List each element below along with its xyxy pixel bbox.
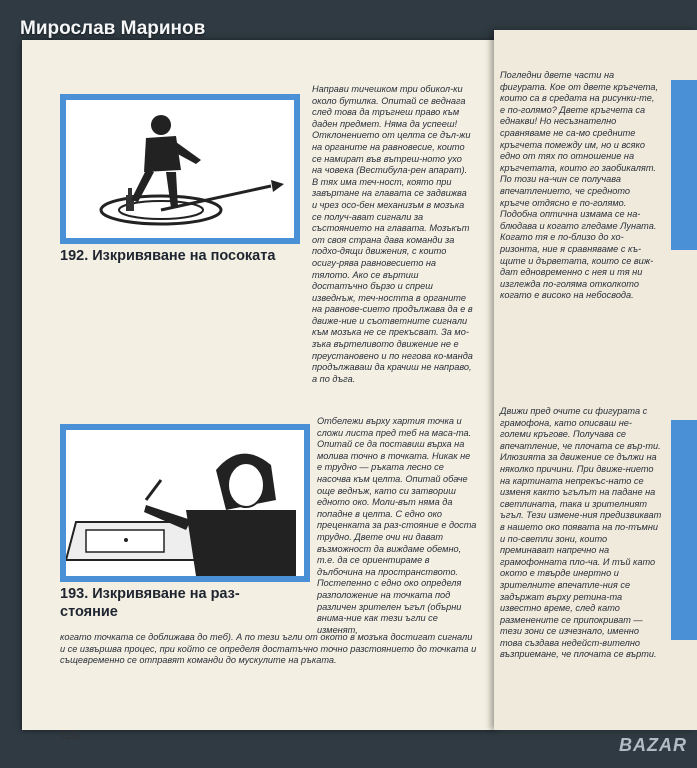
figure-193-illustration: [60, 424, 310, 582]
figure-192-caption: 192. Изкривяване на посоката: [60, 248, 276, 264]
figure-edge-top: [671, 80, 697, 250]
right-bottom-text: Движи пред очите си фигурата с грамофона, като описваш не-големи кръгове. Получава се впечатление, че плочата се вър-ти. Илюзията за движение се дължи на няколко причини. При движе-нието на картината непрекъс-нато се изменя както ъгълът на падане на светлината, така и зрителният ъгъл. Тези измене-ния предизвикват в нашето око появата на по-тъмни и по-светли зони, които преминават напречно на грамофонната пло-ча. И тъй като окото е твърде инертно и зрителните впечатле-ния се задържат върху ретина-та известно време, след като разменените се припокриват — тези зони се изчезнало, именно това създава недейст-вително възприемане, че плочата се върти.: [500, 406, 662, 660]
figure-193-caption-line2: стояние: [60, 604, 118, 620]
right-page: [494, 30, 697, 730]
boy-walking-bottle-illustration: [66, 100, 294, 238]
figure-193-text: Отбележи върху хартия точка и сложи листа пред теб на маса-та. Опитай се да поставиш върха на молива точно в точката. Никак не е трудно — ръката лесно се насочва към целта. Опитай обаче още веднъж, като си затвориш едното око. Моли-вът няма да попадне в целта. С едно око преценката за раз-стояние е доста трудно. Двете очи ни дават възможност да виждаме обемно, т.е. да се ориентираме в дълбочина на пространството. Постепенно с едно око определя разположение на точката под различен зрителен ъгъл (обърни внима-ние как тези ъгли се изменят,: [317, 416, 477, 635]
figure-192-text: Направи тичешком три обикол-ки около бутилка. Опитай се веднага след това да тръгнеш право към даден предмет. Няма да успееш! Отклонението от целта се дъл-жи на органите на равновесие, които се намират във вътреш-ното ухо на човека (Вестибула-рен апарат). В тях има теч-ност, която при завъртане на главата се задвижва и чрез осо-бен механизъм в мозъка се получ-ават сигнали за състоянието на главата. Мозъкът от своя страна дава команди за подхо-дящи движения, с които осигу-рява равновесието на тялото. Ако се въртиш достатъчно бързо и спреш изведнъж, теч-ността в органите на равнове-сието продължава да е в движе-ние и съответните сигнали към мозъка не се прекъсват. За мо-зъка въртеливото движение не е преустановено и по негова ко-манда продължаваш да крачиш не направо, а по дъга.: [312, 84, 473, 384]
watermark-text: Мирослав Маринов: [20, 18, 206, 39]
figure-193-continuation-text: когато точката се доближава до теб). А по тези ъгли от окото в мозъка достигат сигнали и се извършва процес, при който се определя достатъчно точно разстоянието до точката и същевременно се отправят команди до мускулите на ръката.: [60, 632, 477, 666]
figure-192-illustration: [60, 94, 300, 244]
figure-193-caption-line1: 193. Изкривяване на раз-: [60, 586, 240, 602]
man-one-eye-pencil-illustration: [66, 430, 304, 576]
figure-edge-bottom: [671, 420, 697, 640]
right-top-text: Погледни двете части на фигурата. Кое от двете кръгчета, които са в средата на рисунки-те, е по-голямо? Двете кръгчета са еднакви! Но несъзнателно сравняваме не са-мо средните кръгчета помежду им, но и всяко едно от тях по отношение на кръгчетата, които го заобикалят. По този на-чин се получава впечатлението, че средното кръгче отдясно е по-голямо. Подобна оптична измама се на-блюдава и когато гледаме Луната. Когато тя е по-близо до хо-ризонта, ние я сравняваме с къ-щите и дърветата, които се виж-дат едновременно с нея и тя ни изглежда по-голяма отколкото когато е високо на небосвода.: [500, 70, 659, 301]
brand-logo: BAZAR: [619, 735, 687, 755]
left-page: [22, 40, 496, 742]
page-number: 126: [60, 728, 78, 742]
